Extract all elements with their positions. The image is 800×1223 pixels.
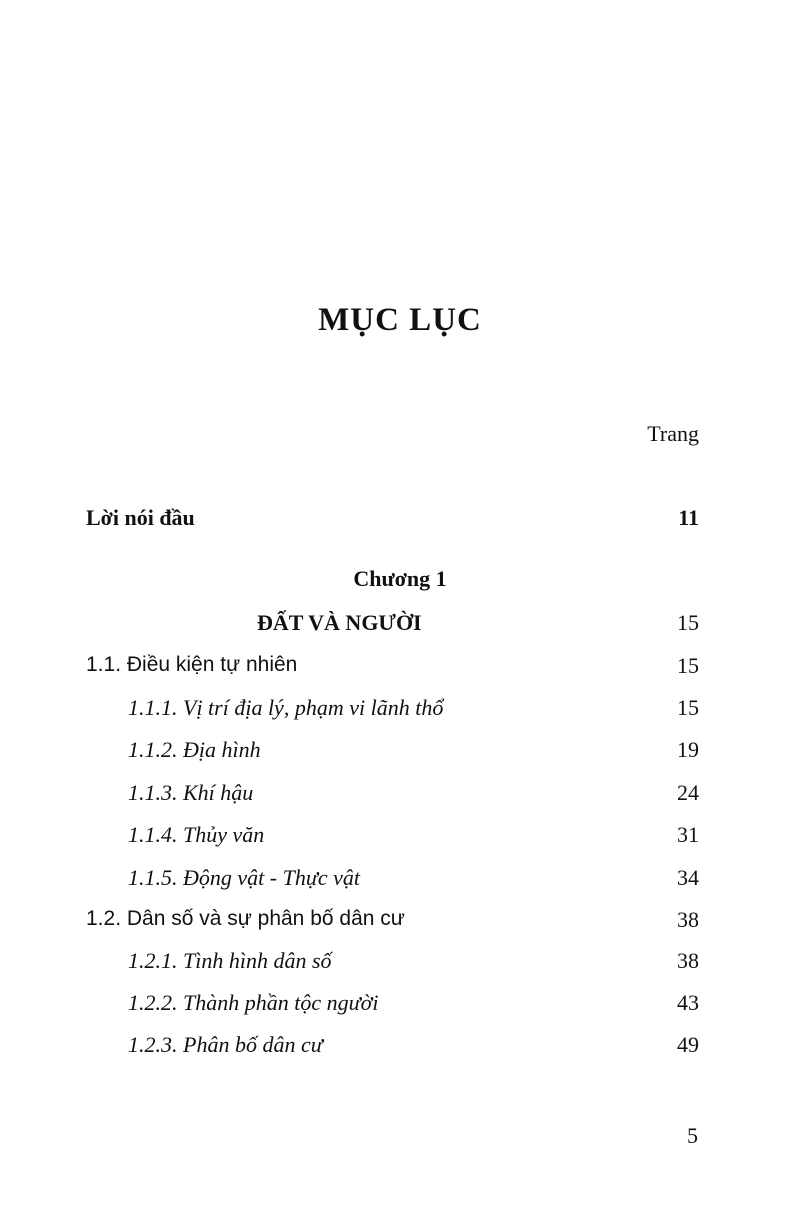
toc-entry-page: 15 — [677, 653, 699, 678]
toc-entry-page: 19 — [677, 737, 699, 762]
toc-entry-label: Lời nói đầu — [86, 505, 195, 530]
page-title: MỤC LỤC — [318, 302, 482, 338]
toc-subsection-entry — [0, 822, 800, 856]
toc-entry-label: 1.2.1. Tình hình dân số — [128, 948, 332, 973]
toc-entry-page: 38 — [677, 907, 699, 932]
toc-entry-label: 1.1.4. Thủy văn — [128, 822, 265, 847]
toc-entry-page: 34 — [677, 865, 699, 890]
toc-subsection-entry — [0, 1032, 800, 1066]
toc-entry-label: 1.2.3. Phân bố dân cư — [128, 1032, 323, 1057]
toc-entry-page: 49 — [677, 1032, 699, 1057]
toc-entry-label: 1.2. Dân số và sự phân bố dân cư — [86, 907, 405, 930]
toc-entry-page: 15 — [677, 610, 699, 635]
toc-entry-label: 1.1.3. Khí hậu — [128, 780, 254, 805]
toc-subsection-entry — [0, 990, 800, 1024]
toc-chapter-title — [0, 610, 800, 644]
toc-entry-page: 11 — [678, 505, 699, 530]
toc-entry-page: 43 — [677, 990, 699, 1015]
toc-entry-label: 1.1. Điều kiện tự nhiên — [86, 653, 298, 676]
toc-entry-label: 1.2.2. Thành phần tộc người — [128, 990, 379, 1015]
toc-entry-page: 24 — [677, 780, 699, 805]
toc-section-entry — [0, 907, 800, 941]
toc-entry-page: 15 — [677, 695, 699, 720]
toc-subsection-entry — [0, 737, 800, 771]
toc-entry-label: 1.1.5. Động vật - Thực vật — [128, 865, 360, 890]
toc-section-entry — [0, 653, 800, 687]
toc-subsection-entry — [0, 948, 800, 982]
toc-entry-label: 1.1.1. Vị trí địa lý, phạm vi lãnh thổ — [128, 695, 444, 720]
toc-chapter-number — [0, 566, 800, 600]
toc-subsection-entry — [0, 695, 800, 729]
page-column-header: Trang — [647, 421, 699, 446]
toc-entry-page: 38 — [677, 948, 699, 973]
chapter-label: Chương 1 — [353, 566, 447, 591]
chapter-title-label: ĐẤT VÀ NGƯỜI — [257, 610, 422, 635]
toc-entry-page: 31 — [677, 822, 699, 847]
toc-entry-preface — [0, 505, 800, 539]
page-number: 5 — [687, 1123, 698, 1148]
toc-subsection-entry — [0, 780, 800, 814]
toc-subsection-entry — [0, 865, 800, 899]
toc-entry-label: 1.1.2. Địa hình — [128, 737, 261, 762]
